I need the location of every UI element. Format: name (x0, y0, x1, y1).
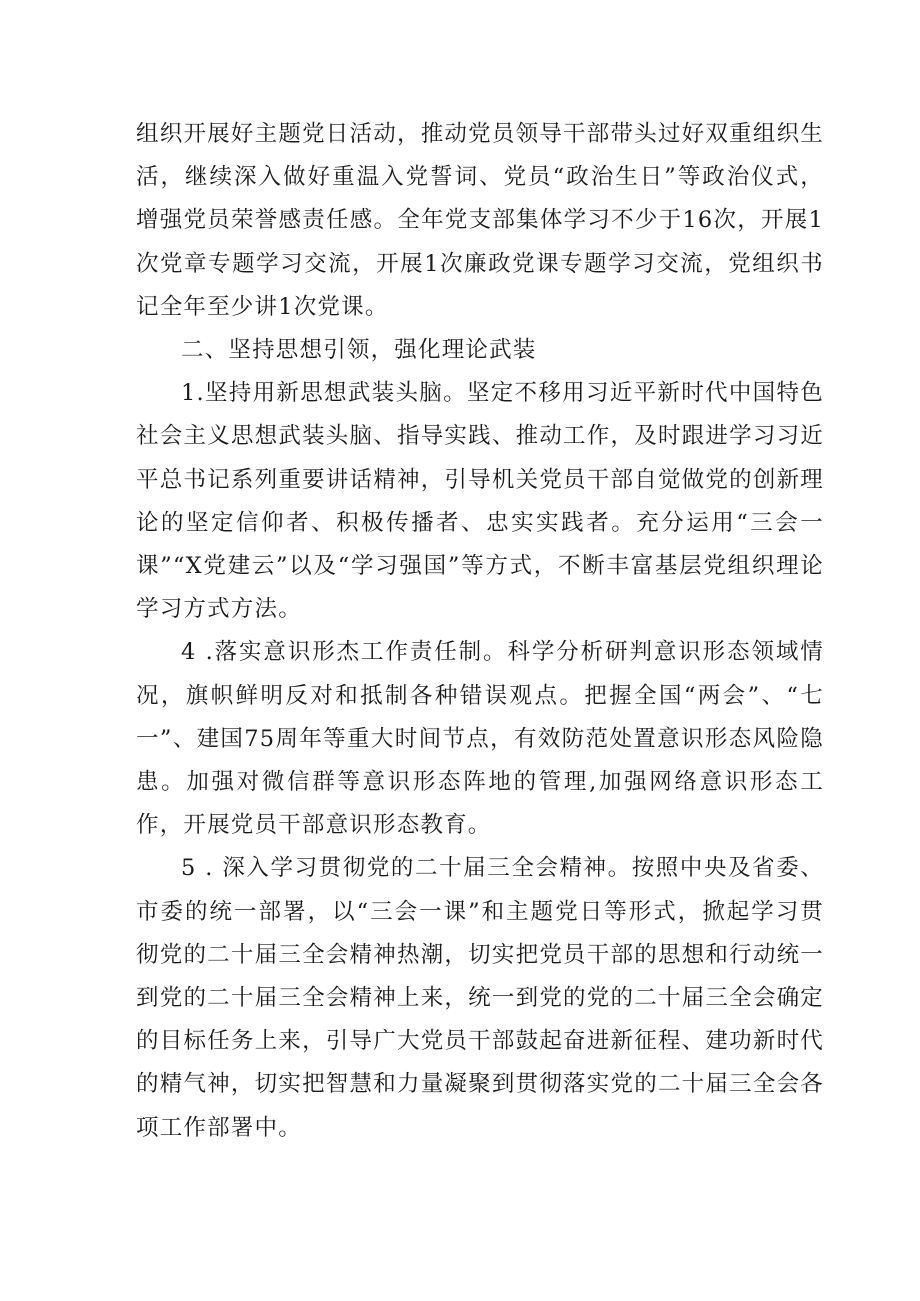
paragraph-party-day-activities: 组织开展好主题党日活动，推动党员领导干部带头过好双重组织生活，继续深入做好重温入党誓词、党员“政治生日”等政治仪式，增强党员荣誉感责任感。全年党支部集体学习不少于16次，开展1次党章专题学习交流，开展1次廉政党课专题学习交流，党组织书记全年至少讲1次党课。 (136, 121, 824, 320)
section-heading-ideological-guidance: 二、坚持思想引领，强化理论武装 (181, 337, 537, 364)
paragraph-item-4-ideology-responsibility: 4 .落实意识形杰工作责任制。科学分析研判意识形态领域情况，旗帜鲜明反对和抵制各种错误观点。把握全国“两会”、“七一”、建国75周年等重大时间节点，有效防范处置意识形态风险隐患。加强对微信群等意识形态阵地的管理,加强网络意识形态工作，开展党员干部意识形态教育。 (136, 639, 824, 839)
paragraph-item-1-new-thought: 1.坚持用新思想武装头脑。坚定不移用习近平新时代中国特色社会主义思想武装头脑、指导实践、推动工作，及时跟进学习习近平总书记系列重要讲话精神，引导机关党员干部自觉做党的创新理论的坚定信仰者、积极传播者、忠实实践者。充分运用“三会一课”“X党建云”以及“学习强国”等方式，不断丰富基层党组织理论学习方式方法。 (136, 380, 824, 623)
paragraph-item-5-plenary-spirit: 5 . 深入学习贯彻党的二十届三全会精神。按照中央及省委、市委的统一部署，以“三会一课”和主题党日等形式，掀起学习贯彻党的二十届三全会精神热潮，切实把党员干部的思想和行动统一到党的二十届三全会精神上来，统一到党的党的二十届三全会确定的目标任务上来，引导广大党员干部鼓起奋进新征程、建功新时代的精气神，切实把智慧和力量凝聚到贯彻落实党的二十届三全会各项工作部署中。 (136, 855, 824, 1141)
